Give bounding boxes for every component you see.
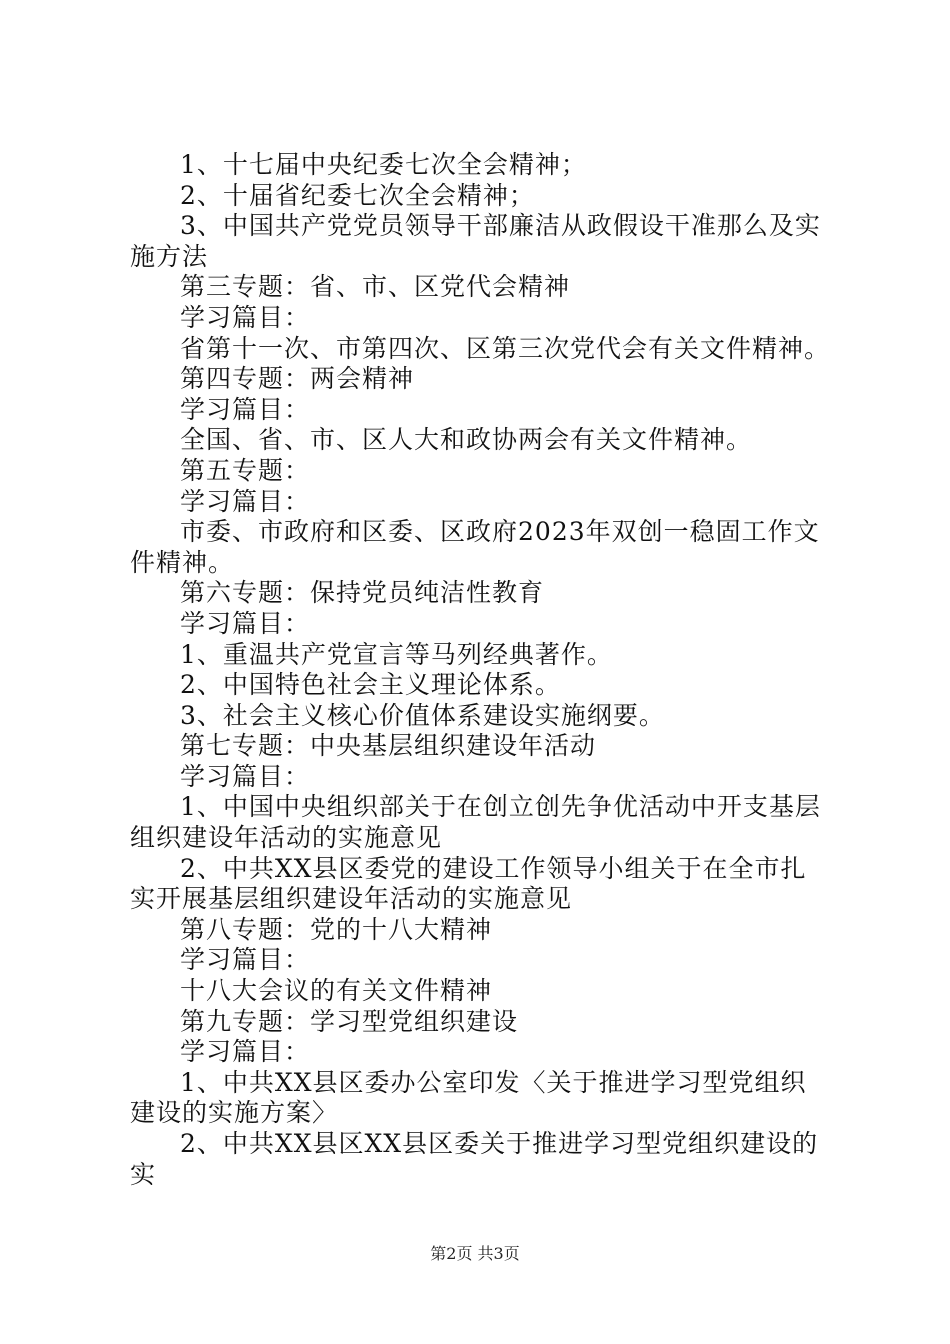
paragraph: 1、重温共产党宣言等马列经典著作。 [180, 639, 613, 669]
paragraph: 2、中共XX县区委党的建设工作领导小组关于在全市扎实开展基层组织建设年活动的实施意见 [130, 853, 807, 914]
paragraph: 市委、市政府和区委、区政府2023年双创一稳固工作文件精神。 [130, 517, 820, 577]
section-heading: 第四专题：两会精神 [180, 364, 415, 394]
paragraph: 1、十七届中央纪委七次全会精神； [180, 150, 587, 179]
page-number-footer: 第2页 共3页 [430, 1244, 520, 1263]
section-heading: 第九专题：学习型党组织建设 [180, 1006, 519, 1036]
document-body [130, 150, 830, 1190]
paragraph: 2、中国特色社会主义理论体系。 [180, 670, 561, 700]
paragraph: 1、中共XX县区委办公室印发〈关于推进学习型党组织建设的实施方案〉 [130, 1067, 807, 1128]
paragraph: 2、中共XX县区XX县区委关于推进学习型党组织建设的实 [130, 1129, 819, 1189]
paragraph: 1、中国中央组织部关于在创立创先争优活动中开支基层组织建设年活动的实施意见 [130, 792, 821, 853]
paragraph: 学习篇目： [180, 302, 311, 332]
paragraph: 学习篇目： [180, 486, 311, 516]
paragraph: 学习篇目： [180, 394, 311, 424]
section-heading: 第六专题：保持党员纯洁性教育 [180, 578, 545, 608]
section-heading: 第五专题： [180, 455, 311, 485]
paragraph: 2、十届省纪委七次全会精神； [180, 180, 535, 210]
paragraph: 学习篇目： [180, 761, 311, 791]
paragraph: 省第十一次、市第四次、区第三次党代会有关文件精神。 [180, 333, 831, 363]
paragraph: 3、中国共产党党员领导干部廉洁从政假设干准那么及实施方法 [130, 211, 821, 271]
paragraph: 学习篇目： [180, 945, 311, 975]
section-heading: 第八专题：党的十八大精神 [180, 914, 493, 944]
section-heading: 第七专题：中央基层组织建设年活动 [180, 731, 597, 761]
paragraph: 全国、省、市、区人大和政协两会有关文件精神。 [180, 425, 753, 455]
section-heading: 第三专题：省、市、区党代会精神 [180, 272, 571, 302]
paragraph: 学习篇目： [180, 1037, 311, 1067]
paragraph: 学习篇目： [180, 608, 311, 638]
paragraph: 3、社会主义核心价值体系建设实施纲要。 [180, 700, 665, 730]
paragraph: 十八大会议的有关文件精神 [180, 976, 493, 1006]
